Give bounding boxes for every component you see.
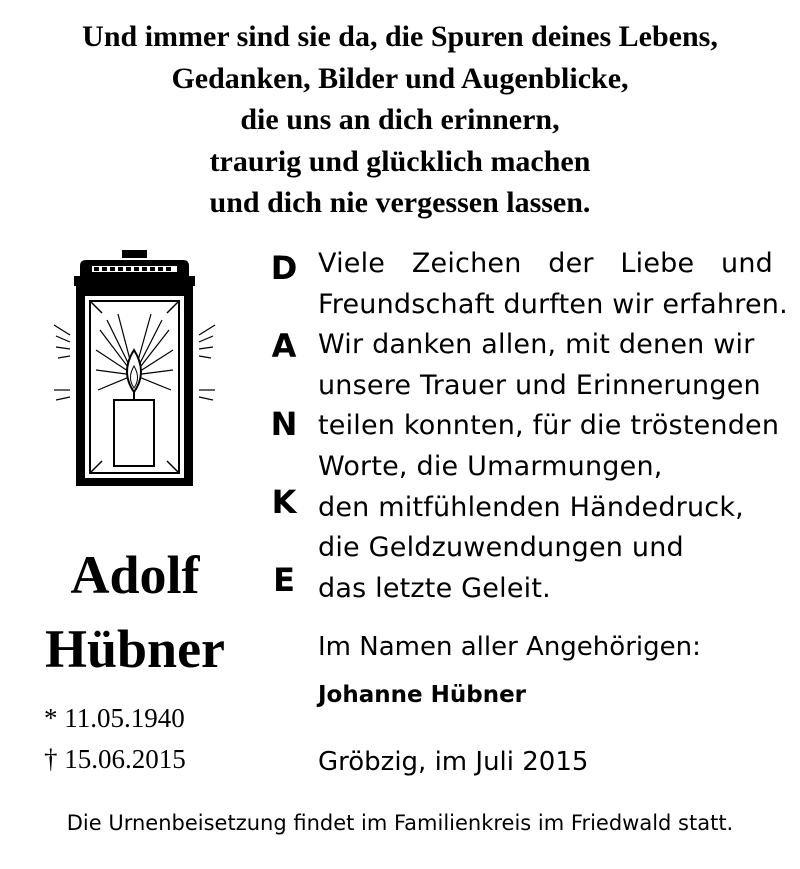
place-and-date: Gröbzig, im Juli 2015 xyxy=(318,747,589,777)
thanks-line: Worte, die Umarmungen, xyxy=(318,450,663,482)
thanks-line: Viele Zeichen der Liebe und xyxy=(318,248,773,279)
danke-letter: A xyxy=(271,327,297,365)
signature-intro: Im Namen aller Angehörigen: xyxy=(318,632,701,662)
danke-letter: N xyxy=(270,405,298,443)
thanks-line: das letzte Geleit. xyxy=(318,572,551,604)
memorial-poem xyxy=(0,16,800,224)
danke-letter: D xyxy=(270,249,298,287)
thanks-line: Freundschaft durften wir erfahren. xyxy=(318,288,788,320)
thanks-line: die Geldzuwendungen und xyxy=(318,532,684,564)
birth-date: * 11.05.1940 xyxy=(44,703,185,733)
poem-line: Gedanken, Bilder und Augenblicke, xyxy=(171,61,629,95)
candle-lantern-icon xyxy=(52,250,217,495)
poem-line: und dich nie vergessen lassen. xyxy=(209,186,591,219)
poem-line: Und immer sind sie da, die Spuren deines Lebens, xyxy=(82,20,718,53)
danke-letter: E xyxy=(273,561,295,599)
danke-letter: K xyxy=(271,483,297,521)
thanks-line: unsere Trauer und Erinnerungen xyxy=(318,369,761,401)
signature-name: Johanne Hübner xyxy=(318,682,527,708)
death-date: † 15.06.2015 xyxy=(44,744,186,774)
thanks-line: den mitfühlenden Händedruck, xyxy=(318,491,744,523)
thanks-line: Wir danken allen, mit denen wir xyxy=(318,329,755,361)
thanks-line: teilen konnten, für die tröstenden xyxy=(318,410,780,442)
poem-line: traurig und glücklich machen xyxy=(209,144,591,178)
poem-line: die uns an dich erinnern, xyxy=(240,103,560,136)
deceased-first-name: Adolf xyxy=(70,545,200,605)
deceased-last-name: Hübner xyxy=(44,619,226,679)
thanks-text xyxy=(318,244,788,609)
burial-note: Die Urnenbeisetzung findet im Familienkreis im Friedwald statt. xyxy=(66,811,734,835)
